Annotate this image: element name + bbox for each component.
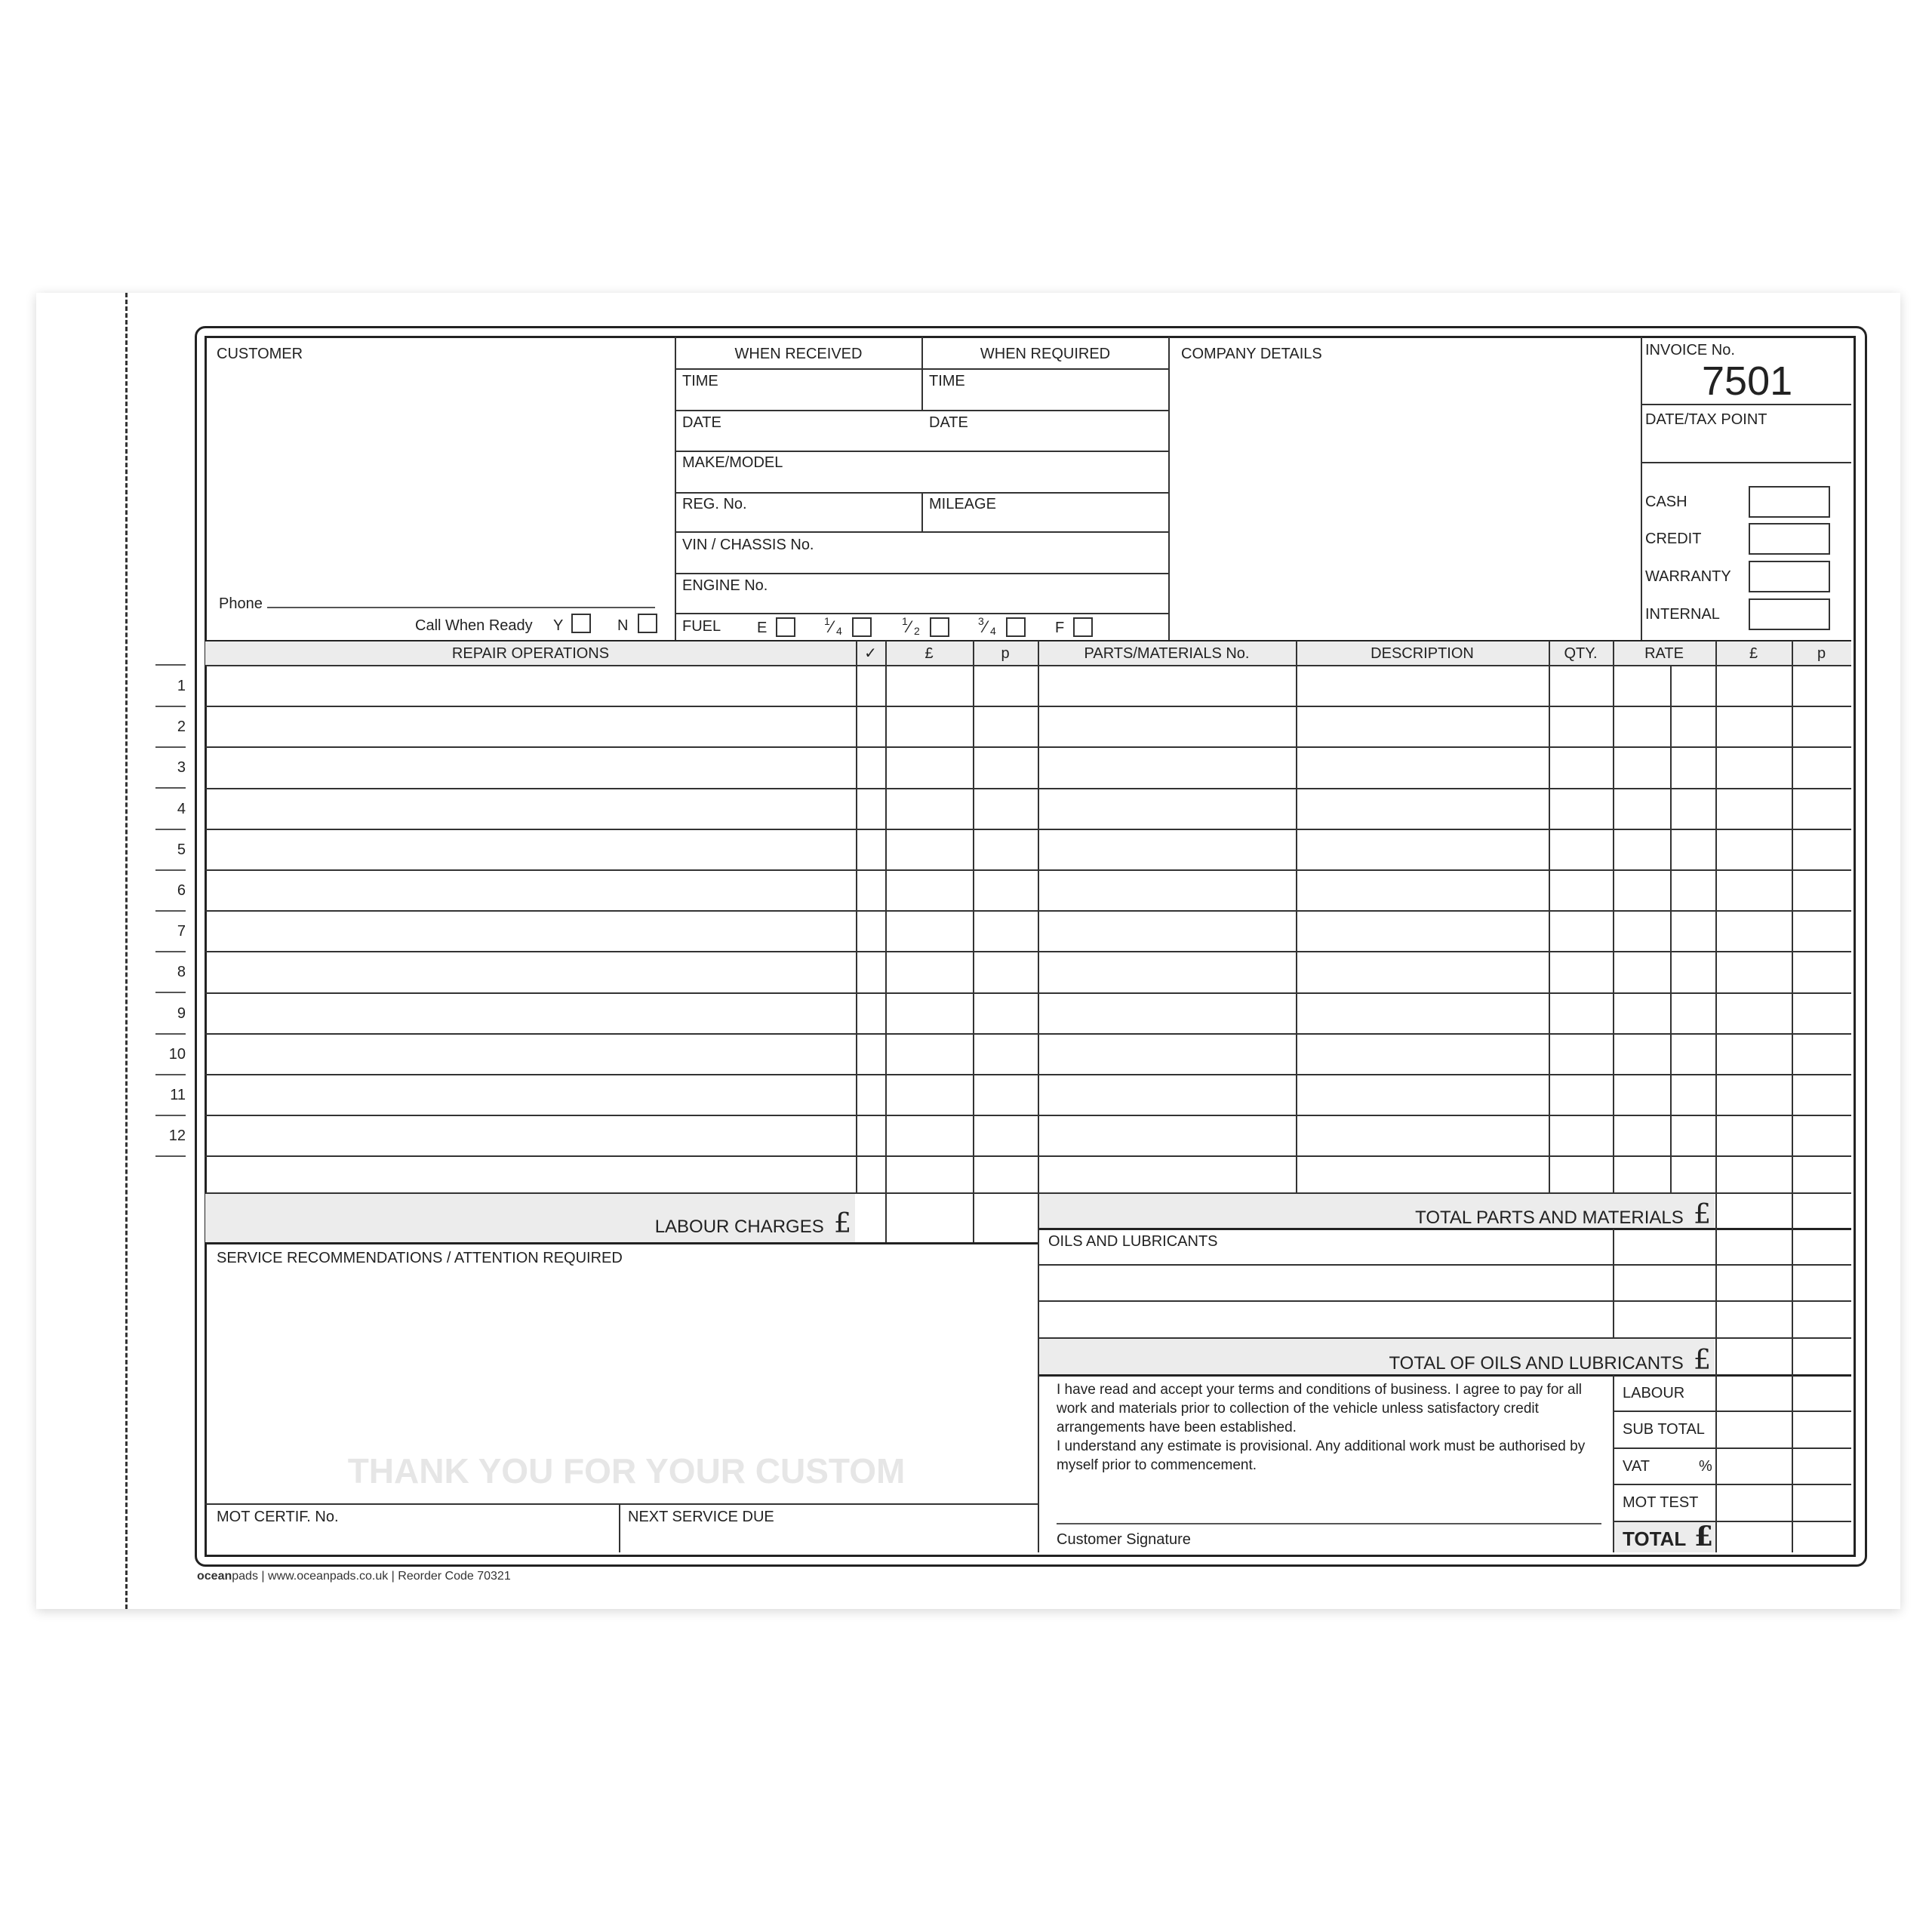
received-time-label: TIME [682, 373, 718, 389]
phone-label: Phone [219, 595, 263, 612]
col-parts-pounds: £ [1749, 645, 1758, 662]
next-service-label: NEXT SERVICE DUE [628, 1509, 774, 1525]
table-column-line [1549, 641, 1550, 1192]
table-row-line [205, 869, 1851, 871]
summary-mot-test-label: MOT TEST [1623, 1494, 1699, 1511]
col-description: DESCRIPTION [1371, 645, 1474, 662]
col-labour-pence: p [1001, 645, 1010, 662]
row-number-rule [155, 664, 186, 666]
received-date-label: DATE [682, 414, 721, 431]
company-details-label: COMPANY DETAILS [1181, 346, 1322, 362]
table-column-line [1670, 666, 1672, 1192]
row-number: 2 [177, 718, 186, 735]
row-number-rule [155, 787, 186, 789]
labour-charges-label: LABOUR CHARGES £ [654, 1208, 851, 1239]
row-number-rule [155, 1033, 186, 1035]
mileage-label: MILEAGE [929, 496, 996, 512]
col-labour-pounds: £ [924, 645, 934, 662]
col-parts-pence: p [1817, 645, 1826, 662]
row-number: 3 [177, 759, 186, 776]
payment-warranty-box[interactable] [1749, 561, 1830, 592]
row-number: 4 [177, 801, 186, 817]
summary-vat-percent: % [1699, 1458, 1712, 1475]
row-number-rule [155, 1115, 186, 1116]
labour-pound-symbol: £ [834, 1208, 851, 1239]
required-time-label: TIME [929, 373, 965, 389]
table-column-line [1296, 641, 1297, 1192]
summary-vat-label: VAT [1623, 1458, 1650, 1475]
row-number-rule [155, 746, 186, 748]
fuel-empty-label: E [757, 620, 768, 636]
fuel-quarter-checkbox[interactable] [852, 617, 872, 637]
row-number-rule [155, 1074, 186, 1075]
col-tick: ✓ [864, 645, 877, 662]
col-repair-operations: REPAIR OPERATIONS [451, 645, 610, 662]
table-column-line [1792, 641, 1793, 1192]
footer-website[interactable]: www.oceanpads.co.uk [268, 1570, 389, 1583]
total-parts-label: TOTAL PARTS AND MATERIALS £ [1415, 1199, 1711, 1230]
row-number-rule [155, 869, 186, 871]
call-yes-label: Y [553, 617, 564, 634]
call-no-label: N [617, 617, 629, 634]
when-required-label: WHEN REQUIRED [980, 346, 1111, 362]
when-received-label: WHEN RECEIVED [734, 346, 863, 362]
payment-warranty-label: WARRANTY [1645, 568, 1731, 585]
payment-cash-label: CASH [1645, 494, 1687, 510]
table-row-line [205, 910, 1851, 912]
perforation-line [125, 293, 128, 1609]
fuel-half-label: 1 ⁄ 2 [902, 615, 920, 637]
vin-label: VIN / CHASSIS No. [682, 537, 814, 553]
call-no-checkbox[interactable] [638, 614, 657, 633]
call-when-ready-label: Call When Ready [415, 617, 533, 634]
table-row-line [205, 746, 1851, 748]
payment-cash-box[interactable] [1749, 486, 1830, 518]
fuel-quarter-label: 1 ⁄ 4 [824, 615, 842, 637]
table-row-line [205, 1115, 1851, 1116]
row-number: 9 [177, 1005, 186, 1022]
fuel-three-quarter-checkbox[interactable] [1006, 617, 1026, 637]
required-date-label: DATE [929, 414, 968, 431]
summary-total-label: TOTAL [1623, 1527, 1687, 1550]
mot-certif-label: MOT CERTIF. No. [217, 1509, 339, 1525]
make-model-label: MAKE/MODEL [682, 454, 783, 471]
service-recommendations-label: SERVICE RECOMMENDATIONS / ATTENTION REQUIRED [217, 1250, 623, 1266]
summary-subtotal-label: SUB TOTAL [1623, 1421, 1705, 1438]
row-number-rule [155, 951, 186, 952]
fuel-half-checkbox[interactable] [930, 617, 949, 637]
table-row-line [205, 788, 1851, 789]
row-number: 7 [177, 923, 186, 940]
thank-you-watermark: THANK YOU FOR YOUR CUSTOM [347, 1451, 906, 1491]
oils-pound-symbol: £ [1694, 1345, 1711, 1376]
terms-line-5: myself prior to commencement. [1057, 1457, 1257, 1473]
table-row-line [205, 1074, 1851, 1075]
customer-label: CUSTOMER [217, 346, 303, 362]
table-row-line [205, 951, 1851, 952]
signature-line[interactable] [1057, 1523, 1601, 1524]
fuel-full-label: F [1055, 620, 1065, 636]
terms-line-1: I have read and accept your terms and conditions of business. I agree to pay for all [1057, 1382, 1583, 1398]
payment-credit-label: CREDIT [1645, 531, 1702, 547]
fuel-empty-checkbox[interactable] [776, 617, 795, 637]
table-column-line [856, 641, 857, 1192]
reg-no-label: REG. No. [682, 496, 747, 512]
row-number: 12 [168, 1128, 186, 1144]
invoice-no-label: INVOICE No. [1645, 342, 1735, 358]
row-number: 11 [170, 1087, 186, 1103]
customer-signature-label: Customer Signature [1057, 1531, 1191, 1548]
row-number: 5 [177, 841, 186, 858]
row-number: 8 [177, 964, 186, 980]
payment-internal-box[interactable] [1749, 598, 1830, 630]
row-number-rule [155, 706, 186, 707]
phone-field[interactable] [267, 607, 655, 608]
col-rate: RATE [1644, 645, 1684, 662]
payment-internal-label: INTERNAL [1645, 606, 1720, 623]
table-row-line [205, 706, 1851, 707]
row-number: 10 [168, 1046, 186, 1063]
table-row-line [205, 1033, 1851, 1035]
row-number: 1 [177, 678, 186, 694]
row-number-rule [155, 1155, 186, 1157]
terms-line-4: I understand any estimate is provisional. Any additional work must be authorised by [1057, 1438, 1586, 1454]
footer-imprint: oceanpads | www.oceanpads.co.uk | Reorder Code 70321 [197, 1570, 511, 1583]
total-oils-label: TOTAL OF OILS AND LUBRICANTS £ [1389, 1345, 1711, 1376]
table-row-line [205, 829, 1851, 830]
fuel-full-checkbox[interactable] [1073, 617, 1093, 637]
table-column-line [885, 641, 887, 1192]
summary-labour-label: LABOUR [1623, 1385, 1685, 1401]
table-column-line [1613, 641, 1614, 1192]
engine-no-label: ENGINE No. [682, 577, 768, 594]
brand-logo: oceanpads [197, 1570, 258, 1583]
terms-line-3: arrangements have been established. [1057, 1420, 1297, 1435]
table-row-line [205, 992, 1851, 994]
row-number: 6 [177, 882, 186, 899]
fuel-label: FUEL [682, 618, 721, 635]
row-number-rule [155, 910, 186, 912]
total-pound-symbol: £ [1694, 1521, 1714, 1552]
row-number-rule [155, 992, 186, 993]
table-row-line [205, 1155, 1851, 1157]
parts-pound-symbol: £ [1694, 1199, 1711, 1230]
call-yes-checkbox[interactable] [571, 614, 591, 633]
row-number-rule [155, 829, 186, 830]
invoice-number: 7501 [1702, 358, 1793, 404]
col-qty: QTY. [1564, 645, 1598, 662]
date-tax-point-label: DATE/TAX POINT [1645, 411, 1767, 428]
footer-reorder-code: Reorder Code 70321 [398, 1570, 511, 1583]
table-column-line [1715, 641, 1717, 1192]
payment-credit-box[interactable] [1749, 523, 1830, 555]
table-column-line [973, 641, 974, 1192]
oils-label: OILS AND LUBRICANTS [1048, 1233, 1218, 1250]
col-parts-no: PARTS/MATERIALS No. [1084, 645, 1250, 662]
fuel-three-quarter-label: 3 ⁄ 4 [978, 615, 996, 637]
terms-line-2: work and materials prior to collection of the vehicle unless satisfactory credit [1057, 1401, 1539, 1417]
table-column-line [1038, 641, 1039, 1192]
